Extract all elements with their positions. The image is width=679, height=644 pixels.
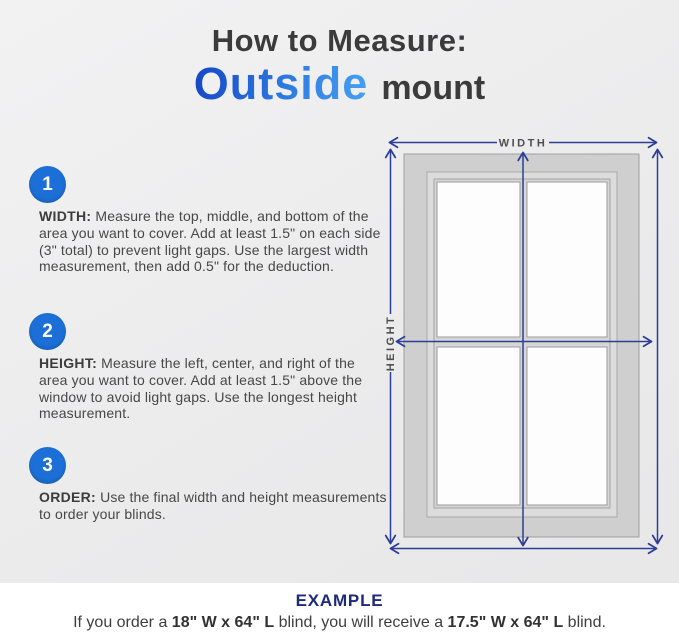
step-2-description: Measure the left, center, and right of the area you want to cover. Add at least 1.5" above the window to avoid light gaps. Use the longest height measurement.: [39, 355, 363, 422]
measurement-arrows: [390, 143, 658, 549]
step-1-text: [39, 208, 387, 275]
example-text-prefix: If you order a: [73, 614, 172, 631]
window-pane-lower-right: [527, 347, 607, 505]
step-2-text: [39, 355, 387, 422]
step-1-description: Measure the top, middle, and bottom of the area you want to cover. Add at least 1.5" on each side (3" total) to prevent light gaps. Use the largest width measurement, then add 0.5" for the deduction.: [39, 208, 381, 275]
window-pane-upper-right: [527, 182, 607, 337]
window-inner-frame: [427, 172, 617, 517]
step-3-label: ORDER:: [39, 489, 97, 505]
step-2-label: HEIGHT:: [39, 355, 98, 371]
title-suffix-mount: mount: [381, 69, 486, 108]
window-sash-frame: [434, 179, 610, 508]
example-text-suffix: blind.: [563, 614, 606, 631]
instruction-steps: [27, 166, 387, 536]
step-1-label: WIDTH:: [39, 208, 92, 224]
page-title-line1: How to Measure:: [211, 23, 468, 58]
step-2: [27, 313, 387, 422]
window-illustration: [404, 154, 639, 537]
example-sentence: [0, 614, 679, 632]
title-accent-outside: Outside: [193, 58, 369, 110]
window-pane-lower-left: [437, 347, 520, 505]
window-outer-casing: [404, 154, 639, 537]
height-arrow-label: HEIGHT: [385, 314, 397, 372]
step-1: [27, 166, 387, 275]
page-title-line2: [0, 58, 679, 110]
example-heading: EXAMPLE: [295, 591, 384, 610]
step-3: [27, 447, 387, 523]
example-footer: [0, 583, 679, 644]
step-2-number-badge: 2: [29, 313, 66, 350]
example-ordered-size: 18" W x 64" L: [171, 614, 275, 631]
step-3-number-badge: 3: [29, 447, 66, 484]
window-pane-upper-left: [437, 182, 520, 337]
example-text-middle: blind, you will receive a: [274, 614, 448, 631]
title-block: [0, 23, 679, 110]
step-3-text: [39, 489, 387, 523]
example-received-size: 17.5" W x 64" L: [447, 614, 564, 631]
step-3-description: Use the final width and height measurements to order your blinds.: [39, 489, 387, 522]
width-arrow-label: WIDTH: [498, 137, 548, 150]
step-1-number-badge: 1: [29, 166, 66, 203]
